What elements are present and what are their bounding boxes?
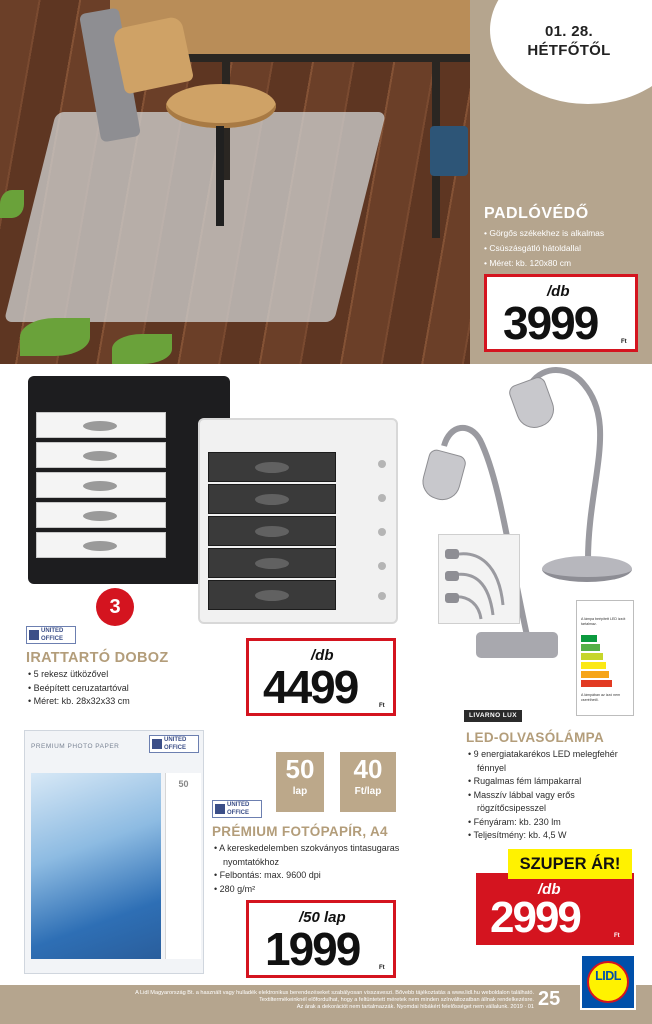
chair-seat (166, 84, 276, 128)
photo-paper-features (214, 842, 414, 896)
date-line: 01. 28. (545, 23, 593, 40)
lamp-price-box (476, 873, 634, 945)
price-value: 1999 (265, 923, 360, 975)
energy-label (576, 600, 634, 716)
feature-text: Teljesítmény: kb. 4,5 W (473, 830, 567, 840)
lamp-detail-inset (438, 534, 520, 624)
feature-text: Fényáram: kb. 230 lm (473, 816, 561, 827)
filing-box-features (28, 668, 130, 709)
feature-text: Méret: kb. 28x32x33 cm (33, 696, 130, 706)
drawer (208, 516, 336, 546)
brand-line: OFFICE (164, 744, 186, 751)
plant-leaf (20, 318, 90, 356)
filing-box-title: IRATTARTÓ DOBOZ (26, 650, 169, 666)
feature-item: • Fényáram: kb. 230 lm (468, 816, 561, 827)
feature-item: • Teljesítmény: kb. 4,5 W (468, 830, 567, 840)
feature-text: Beépített ceruzatartóval (33, 682, 129, 693)
price-currency: Ft (379, 703, 385, 709)
feature-item: • 5 rekesz ütközővel (28, 669, 109, 679)
floor-protector-price-box (484, 274, 638, 352)
disclaimer-line: Textiltermékeinknél előfordulhat, hogy a feltüntetett méretek nem minden színváltozatban állnak rendelkezésre. (259, 997, 534, 1003)
side-dot (378, 592, 386, 600)
feature-item: • Görgős székekhez is alkalmas (484, 228, 605, 238)
feature-item: • A kereskedelemben szokványos tintasugaras nyomtatókhoz (214, 843, 400, 867)
energy-bar (581, 653, 603, 660)
united-office-logo (212, 800, 262, 818)
footer-disclaimer (20, 990, 534, 1011)
tag-unit: Ft/lap (354, 786, 382, 797)
feature-text: Görgős székekhez is alkalmas (489, 228, 605, 238)
feature-text: A kereskedelemben szokványos tintasugaras nyomtatókhoz (219, 843, 400, 867)
brand-line: UNITED (164, 737, 187, 743)
feature-item: • 280 g/m² (214, 883, 256, 894)
energy-bar (581, 644, 600, 651)
energy-bar (581, 680, 612, 687)
pack-count: 50 (178, 779, 189, 789)
filing-box-price-box (246, 638, 396, 716)
lamp-base (542, 556, 632, 582)
feature-text: Rugalmas fém lámpakarral (473, 776, 582, 786)
photo-paper-pack (24, 730, 204, 974)
disclaimer-line: A Lidl Magyarország Bt. a használt vagy hulladék elektronikus berendezéseket szabályosan visszaveszi. Bővebb tájékoztatás a www.lidl.hu weboldalon található. (135, 990, 534, 996)
energy-bar (581, 662, 606, 669)
lamp-title: LED-OLVASÓLÁMPA (466, 730, 604, 745)
feature-item: • Beépített ceruzatartóval (28, 682, 129, 693)
tag-value: 40 (353, 754, 383, 784)
feature-text: 9 energiatakarékos LED melegfehér fénnyel (473, 749, 618, 773)
energy-bar (581, 671, 609, 678)
price-per-sheet-tag (340, 752, 396, 812)
price-unit: /db (538, 881, 561, 898)
price-value: 4499 (263, 661, 358, 713)
drawer (208, 484, 336, 514)
united-office-logo (26, 626, 76, 644)
price-currency: Ft (379, 965, 385, 971)
filing-box-white (198, 418, 398, 624)
brand-line: UNITED (41, 628, 64, 634)
photo-paper-title: PRÉMIUM FOTÓPAPÍR, A4 (212, 824, 388, 839)
feature-item: • Méret: kb. 120x80 cm (484, 258, 572, 268)
date-weekday: HÉTFŐTŐL (527, 42, 611, 59)
energy-label-top-text: A lámpa beépített LED izzót tartalmaz. (581, 617, 626, 626)
price-currency: Ft (614, 933, 620, 939)
lamp-clamp (476, 632, 558, 658)
tag-unit: lap (292, 786, 308, 797)
lamp-features (468, 748, 628, 843)
feature-text: Masszív lábbal vagy erős rögzítőcsipesszel (473, 789, 575, 813)
pack-brand-logo (149, 735, 199, 753)
brand-line: OFFICE (41, 635, 63, 642)
feature-item: • Felbontás: max. 9600 dpi (214, 870, 321, 880)
drawer (208, 548, 336, 578)
feature-text: Felbontás: max. 9600 dpi (219, 870, 321, 880)
side-dot (378, 494, 386, 502)
price-unit: /50 lap (299, 909, 346, 926)
pack-label: PREMIUM PHOTO PAPER (31, 743, 120, 750)
pack-info-strip (165, 773, 201, 959)
lamp-detail-graphic (439, 535, 519, 623)
price-unit: /db (311, 647, 334, 664)
drawer (36, 502, 166, 528)
validity-date (510, 22, 628, 60)
drawer (208, 580, 336, 610)
lidl-logo-text: LIDL (595, 969, 621, 983)
page-number: 25 (538, 988, 561, 1010)
photo-paper-price-box (246, 900, 396, 978)
feature-item: • 9 energiatakarékos LED melegfehér fénnyel (468, 749, 618, 773)
planter (430, 126, 468, 176)
energy-label-bottom-text: A lámpában az izzó nem cserélhető. (581, 693, 621, 702)
sheet-count-tag (276, 752, 324, 812)
price-currency: Ft (621, 339, 627, 345)
super-price-badge: SZUPER ÁR! (508, 849, 632, 879)
drawer (208, 452, 336, 482)
brand-line: OFFICE (227, 809, 249, 816)
lidl-logo (580, 954, 636, 1010)
feature-item: • Masszív lábbal vagy erős rögzítőcsipesszel (468, 789, 575, 813)
disclaimer-line: Az árak a dekorációt nem tartalmazzák. Nyomdai hibákért felelősséget nem vállalunk. 2019 · 01 (296, 1004, 534, 1010)
feature-item: • Rugalmas fém lámpakarral (468, 776, 582, 786)
drawer (36, 412, 166, 438)
side-dot (378, 528, 386, 536)
drawer (36, 532, 166, 558)
floor-protector-title: PADLÓVÉDŐ (484, 205, 589, 222)
warranty-badge: 3 (96, 588, 134, 626)
pack-photo (31, 773, 161, 959)
tag-value: 50 (285, 754, 315, 784)
feature-item: • Csúszásgátló hátoldallal (484, 243, 582, 253)
drawer (36, 472, 166, 498)
livarno-lux-logo: LIVARNO LUX (464, 710, 522, 722)
price-value: 2999 (490, 893, 580, 942)
floor-protector-features (484, 226, 604, 271)
drawer (36, 442, 166, 468)
energy-bar (581, 635, 597, 642)
price-value: 3999 (503, 297, 598, 349)
feature-item: • Méret: kb. 28x32x33 cm (28, 696, 130, 706)
feature-text: Csúszásgátló hátoldallal (489, 243, 582, 253)
side-dot (378, 460, 386, 468)
feature-text: 5 rekesz ütközővel (33, 669, 109, 679)
plant-leaf (112, 334, 172, 364)
brand-line: UNITED (227, 802, 250, 808)
floor-mat (4, 112, 386, 322)
price-unit: /db (547, 283, 570, 300)
chair-stem (216, 126, 224, 226)
side-dot (378, 562, 386, 570)
feature-text: 280 g/m² (219, 883, 256, 894)
plant-leaf (0, 190, 24, 218)
feature-text: Méret: kb. 120x80 cm (489, 258, 572, 268)
